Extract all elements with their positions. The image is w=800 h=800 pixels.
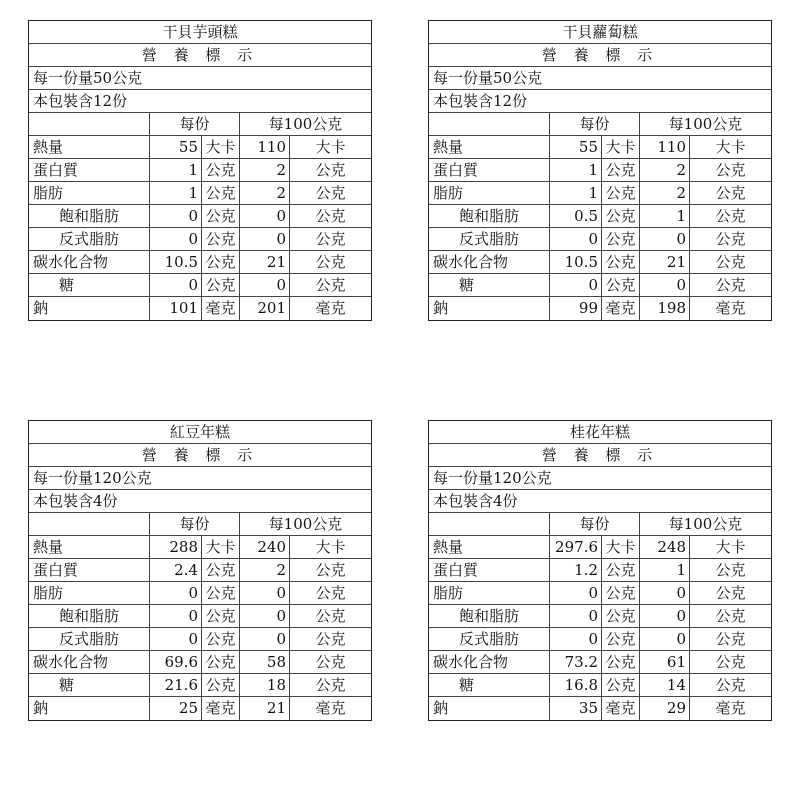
column-header-row — [29, 113, 371, 136]
nutrient-row — [29, 582, 371, 605]
per-serving-value: 10.5 — [149, 251, 201, 273]
per-serving-unit: 大卡 — [201, 136, 239, 158]
per-100g-value: 0 — [239, 205, 289, 227]
per-serving-unit: 公克 — [201, 228, 239, 250]
per-serving-value: 0 — [549, 582, 601, 604]
per-100g-value: 2 — [239, 559, 289, 581]
per-serving-unit: 公克 — [201, 582, 239, 604]
header-per-serving: 每份 — [149, 113, 239, 135]
per-100g-unit: 公克 — [689, 205, 771, 227]
per-100g-unit: 公克 — [689, 605, 771, 627]
per-serving-unit: 大卡 — [201, 536, 239, 558]
per-serving-unit: 公克 — [601, 674, 639, 696]
per-100g-value: 110 — [639, 136, 689, 158]
header-blank-cell — [429, 513, 549, 535]
per-serving-value: 1 — [149, 182, 201, 204]
per-100g-value: 110 — [239, 136, 289, 158]
per-serving-value: 0 — [149, 274, 201, 296]
nutrient-name: 鈉 — [433, 699, 449, 717]
nutrient-name: 蛋白質 — [433, 161, 479, 179]
per-100g-unit: 毫克 — [289, 297, 371, 320]
per-100g-unit: 公克 — [689, 228, 771, 250]
per-100g-unit: 公克 — [289, 251, 371, 273]
nutrient-row — [429, 205, 771, 228]
per-100g-value: 0 — [239, 228, 289, 250]
header-per-100g: 每100公克 — [639, 113, 771, 135]
per-100g-unit: 大卡 — [689, 536, 771, 558]
nutrient-name: 反式脂肪 — [459, 230, 520, 248]
nutrient-row — [29, 559, 371, 582]
per-serving-value: 16.8 — [549, 674, 601, 696]
per-serving-value: 69.6 — [149, 651, 201, 673]
servings-per-package: 本包裝含4份 — [429, 490, 771, 513]
per-serving-unit: 公克 — [201, 674, 239, 696]
nutrient-name: 反式脂肪 — [59, 630, 120, 648]
per-serving-unit: 公克 — [601, 205, 639, 227]
nutrient-name: 飽和脂肪 — [59, 207, 120, 225]
nutrient-row — [29, 605, 371, 628]
per-100g-unit: 公克 — [689, 674, 771, 696]
per-serving-value: 25 — [149, 697, 201, 720]
per-100g-unit: 大卡 — [289, 536, 371, 558]
per-100g-unit: 公克 — [289, 182, 371, 204]
per-serving-unit: 公克 — [201, 651, 239, 673]
serving-size: 每一份量50公克 — [429, 67, 771, 90]
per-serving-unit: 公克 — [201, 159, 239, 181]
per-serving-value: 73.2 — [549, 651, 601, 673]
header-per-serving: 每份 — [549, 113, 639, 135]
per-serving-unit: 公克 — [201, 182, 239, 204]
per-100g-value: 21 — [239, 697, 289, 720]
servings-per-package: 本包裝含12份 — [429, 90, 771, 113]
per-100g-unit: 毫克 — [689, 297, 771, 320]
nutrient-row — [429, 159, 771, 182]
nutrition-label-red-bean-cake — [28, 420, 372, 721]
nutrient-row — [29, 536, 371, 559]
per-100g-unit: 公克 — [689, 559, 771, 581]
nutrient-row — [29, 274, 371, 297]
nutrient-row — [29, 697, 371, 720]
per-100g-unit: 公克 — [289, 205, 371, 227]
per-serving-unit: 公克 — [601, 274, 639, 296]
per-100g-unit: 公克 — [689, 251, 771, 273]
serving-size: 每一份量120公克 — [429, 467, 771, 490]
nutrient-name: 飽和脂肪 — [59, 607, 120, 625]
per-serving-unit: 毫克 — [201, 297, 239, 320]
nutrient-name: 碳水化合物 — [433, 253, 509, 271]
per-100g-value: 0 — [239, 582, 289, 604]
nutrient-row — [29, 159, 371, 182]
per-100g-value: 14 — [639, 674, 689, 696]
per-serving-unit: 大卡 — [601, 536, 639, 558]
nutrient-name: 熱量 — [33, 538, 64, 556]
nutrient-name: 蛋白質 — [33, 561, 79, 579]
per-100g-value: 198 — [639, 297, 689, 320]
per-100g-value: 0 — [239, 628, 289, 650]
per-100g-unit: 公克 — [689, 182, 771, 204]
per-100g-value: 0 — [639, 605, 689, 627]
nutrient-name: 脂肪 — [433, 184, 464, 202]
per-serving-unit: 公克 — [601, 251, 639, 273]
nutrient-row — [429, 651, 771, 674]
nutrient-row — [429, 251, 771, 274]
column-header-row — [29, 513, 371, 536]
column-header-row — [429, 113, 771, 136]
per-100g-unit: 公克 — [289, 628, 371, 650]
nutrition-label-osmanthus-cake — [428, 420, 772, 721]
per-100g-value: 2 — [639, 182, 689, 204]
per-serving-value: 0 — [149, 228, 201, 250]
per-serving-unit: 毫克 — [601, 297, 639, 320]
per-100g-unit: 公克 — [689, 628, 771, 650]
per-serving-unit: 公克 — [201, 251, 239, 273]
per-serving-value: 0 — [549, 628, 601, 650]
per-100g-unit: 毫克 — [689, 697, 771, 720]
per-100g-unit: 公克 — [289, 674, 371, 696]
per-100g-value: 2 — [239, 159, 289, 181]
nutrient-name: 熱量 — [33, 138, 64, 156]
per-serving-value: 0 — [149, 628, 201, 650]
nutrient-name: 糖 — [59, 676, 75, 694]
per-100g-value: 18 — [239, 674, 289, 696]
nutrient-row — [429, 605, 771, 628]
label-subtitle: 營 養 標 示 — [429, 444, 771, 467]
nutrient-row — [29, 251, 371, 274]
nutrient-row — [429, 697, 771, 720]
nutrient-row — [29, 651, 371, 674]
header-blank-cell — [29, 113, 149, 135]
per-100g-value: 61 — [639, 651, 689, 673]
per-serving-value: 1 — [549, 182, 601, 204]
nutrient-row — [429, 582, 771, 605]
per-100g-value: 58 — [239, 651, 289, 673]
per-100g-value: 29 — [639, 697, 689, 720]
serving-size: 每一份量50公克 — [29, 67, 371, 90]
per-100g-value: 21 — [639, 251, 689, 273]
header-per-100g: 每100公克 — [239, 113, 371, 135]
per-serving-unit: 毫克 — [201, 697, 239, 720]
label-subtitle: 營 養 標 示 — [429, 44, 771, 67]
per-100g-value: 2 — [239, 182, 289, 204]
serving-size: 每一份量120公克 — [29, 467, 371, 490]
nutrient-name: 熱量 — [433, 538, 464, 556]
nutrient-name: 鈉 — [33, 299, 49, 317]
per-serving-value: 21.6 — [149, 674, 201, 696]
per-serving-value: 55 — [549, 136, 601, 158]
per-100g-unit: 公克 — [689, 159, 771, 181]
servings-per-package: 本包裝含4份 — [29, 490, 371, 513]
nutrient-row — [429, 274, 771, 297]
per-serving-unit: 公克 — [601, 559, 639, 581]
per-serving-unit: 公克 — [601, 159, 639, 181]
per-serving-value: 288 — [149, 536, 201, 558]
per-100g-value: 2 — [639, 159, 689, 181]
column-header-row — [429, 513, 771, 536]
label-title: 干貝蘿蔔糕 — [429, 21, 771, 44]
nutrient-name: 脂肪 — [33, 584, 64, 602]
nutrient-row — [429, 536, 771, 559]
per-serving-unit: 公克 — [601, 182, 639, 204]
nutrient-row — [429, 674, 771, 697]
header-per-serving: 每份 — [549, 513, 639, 535]
per-100g-unit: 公克 — [289, 582, 371, 604]
per-100g-value: 0 — [239, 605, 289, 627]
per-serving-unit: 公克 — [601, 605, 639, 627]
nutrient-name: 脂肪 — [33, 184, 64, 202]
nutrient-name: 蛋白質 — [33, 161, 79, 179]
per-serving-unit: 公克 — [201, 274, 239, 296]
label-subtitle: 營 養 標 示 — [29, 44, 371, 67]
per-serving-unit: 公克 — [601, 228, 639, 250]
per-serving-value: 2.4 — [149, 559, 201, 581]
per-serving-value: 99 — [549, 297, 601, 320]
nutrition-label-radish-cake — [428, 20, 772, 321]
nutrient-name: 反式脂肪 — [59, 230, 120, 248]
nutrient-row — [429, 559, 771, 582]
nutrient-name: 脂肪 — [433, 584, 464, 602]
per-serving-value: 0 — [549, 228, 601, 250]
per-100g-unit: 公克 — [689, 651, 771, 673]
per-serving-unit: 公克 — [201, 205, 239, 227]
nutrient-row — [29, 228, 371, 251]
per-100g-value: 201 — [239, 297, 289, 320]
per-serving-unit: 公克 — [601, 582, 639, 604]
per-100g-value: 248 — [639, 536, 689, 558]
per-serving-value: 10.5 — [549, 251, 601, 273]
label-title: 干貝芋頭糕 — [29, 21, 371, 44]
nutrient-name: 反式脂肪 — [459, 630, 520, 648]
per-serving-value: 1.2 — [549, 559, 601, 581]
per-100g-unit: 公克 — [289, 559, 371, 581]
nutrient-name: 蛋白質 — [433, 561, 479, 579]
label-subtitle: 營 養 標 示 — [29, 444, 371, 467]
nutrient-name: 碳水化合物 — [33, 653, 109, 671]
nutrient-name: 鈉 — [33, 699, 49, 717]
header-per-100g: 每100公克 — [239, 513, 371, 535]
per-100g-unit: 大卡 — [289, 136, 371, 158]
nutrient-name: 糖 — [459, 276, 475, 294]
per-100g-value: 0 — [639, 582, 689, 604]
nutrient-row — [29, 297, 371, 320]
nutrient-name: 碳水化合物 — [433, 653, 509, 671]
nutrition-label-taro-cake — [28, 20, 372, 321]
nutrient-row — [29, 205, 371, 228]
per-100g-value: 0 — [639, 628, 689, 650]
per-serving-value: 0 — [549, 274, 601, 296]
per-serving-value: 101 — [149, 297, 201, 320]
per-serving-value: 55 — [149, 136, 201, 158]
per-serving-unit: 公克 — [201, 628, 239, 650]
per-serving-value: 0 — [149, 605, 201, 627]
per-100g-unit: 公克 — [289, 228, 371, 250]
per-serving-value: 297.6 — [549, 536, 601, 558]
nutrient-name: 碳水化合物 — [33, 253, 109, 271]
per-100g-unit: 公克 — [289, 605, 371, 627]
nutrient-row — [429, 136, 771, 159]
per-100g-unit: 公克 — [289, 651, 371, 673]
nutrient-row — [429, 228, 771, 251]
per-100g-value: 1 — [639, 559, 689, 581]
per-serving-value: 35 — [549, 697, 601, 720]
nutrient-name: 糖 — [459, 676, 475, 694]
per-serving-unit: 公克 — [601, 651, 639, 673]
header-per-serving: 每份 — [149, 513, 239, 535]
nutrient-row — [429, 182, 771, 205]
per-serving-value: 0 — [149, 582, 201, 604]
per-serving-unit: 公克 — [201, 559, 239, 581]
header-per-100g: 每100公克 — [639, 513, 771, 535]
nutrient-row — [429, 297, 771, 320]
per-100g-value: 21 — [239, 251, 289, 273]
per-100g-value: 0 — [639, 228, 689, 250]
nutrient-row — [29, 136, 371, 159]
nutrient-row — [29, 674, 371, 697]
per-100g-unit: 毫克 — [289, 697, 371, 720]
per-100g-value: 1 — [639, 205, 689, 227]
per-serving-value: 0 — [549, 605, 601, 627]
per-100g-unit: 公克 — [289, 159, 371, 181]
header-blank-cell — [29, 513, 149, 535]
per-serving-value: 1 — [549, 159, 601, 181]
nutrient-name: 飽和脂肪 — [459, 207, 520, 225]
nutrient-name: 飽和脂肪 — [459, 607, 520, 625]
per-serving-value: 0 — [149, 205, 201, 227]
header-blank-cell — [429, 113, 549, 135]
nutrient-name: 鈉 — [433, 299, 449, 317]
per-100g-unit: 公克 — [689, 582, 771, 604]
per-serving-value: 1 — [149, 159, 201, 181]
per-100g-unit: 公克 — [689, 274, 771, 296]
per-100g-unit: 公克 — [289, 274, 371, 296]
per-serving-unit: 毫克 — [601, 697, 639, 720]
nutrient-row — [29, 628, 371, 651]
per-100g-value: 240 — [239, 536, 289, 558]
label-title: 桂花年糕 — [429, 421, 771, 444]
servings-per-package: 本包裝含12份 — [29, 90, 371, 113]
per-100g-value: 0 — [639, 274, 689, 296]
nutrient-row — [29, 182, 371, 205]
label-title: 紅豆年糕 — [29, 421, 371, 444]
per-serving-unit: 大卡 — [601, 136, 639, 158]
nutrient-name: 熱量 — [433, 138, 464, 156]
per-serving-value: 0.5 — [549, 205, 601, 227]
per-serving-unit: 公克 — [601, 628, 639, 650]
per-100g-value: 0 — [239, 274, 289, 296]
nutrient-name: 糖 — [59, 276, 75, 294]
nutrient-row — [429, 628, 771, 651]
per-serving-unit: 公克 — [201, 605, 239, 627]
per-100g-unit: 大卡 — [689, 136, 771, 158]
